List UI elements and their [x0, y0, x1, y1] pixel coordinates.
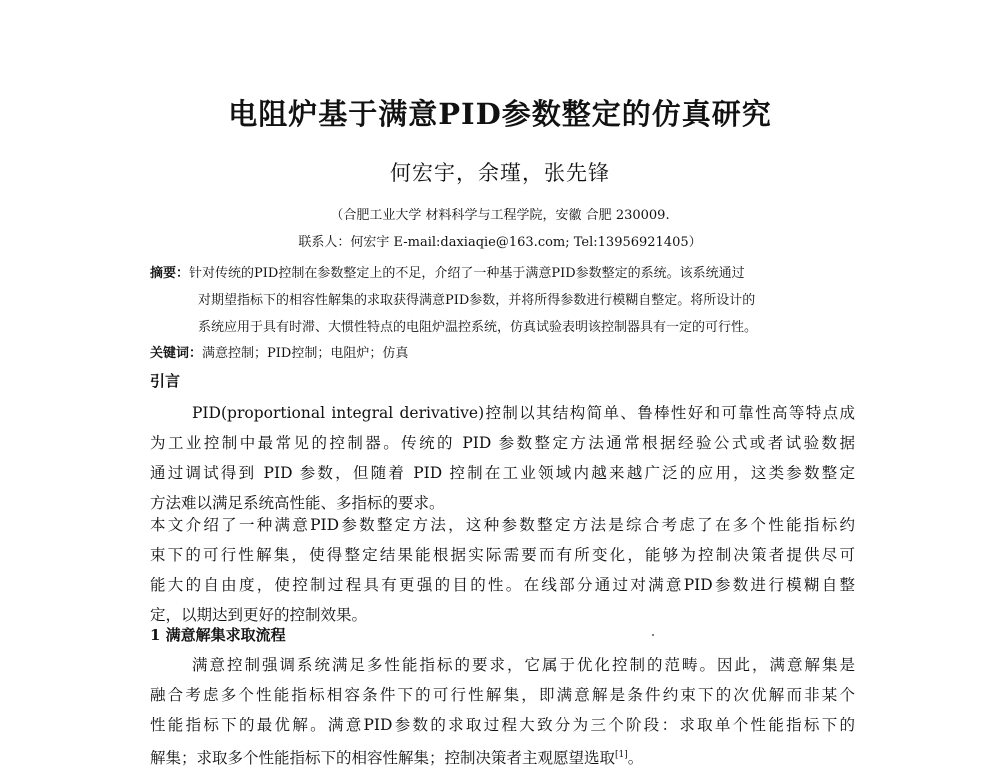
- abstract-line-1: [150, 260, 850, 287]
- intro-p2-line-3: 能大的自由度，使控制过程具有更强的目的性。在线部分通过对满意PID参数进行模糊自整: [150, 576, 855, 594]
- intro-p1-line-2: 为工业控制中最常见的控制器。传统的 PID 参数整定方法通常根据经验公式或者试验数据: [150, 434, 855, 452]
- citation-ref[interactable]: [1]: [615, 750, 628, 760]
- section1-line-4-text: 解集；求取多个性能指标下的相容性解集；控制决策者主观愿望选取: [150, 749, 616, 768]
- section1-line-4: [150, 740, 855, 773]
- section1-line-1: 满意控制强调系统满足多性能指标的要求，它属于优化控制的范畴。因此，满意解集是: [192, 656, 855, 674]
- scan-speck: [652, 634, 654, 636]
- keywords: [150, 342, 408, 361]
- abstract-line-2: 对期望指标下的相容性解集的求取获得满意PID参数，并将所得参数进行模糊自整定。将所设计的: [198, 293, 756, 308]
- intro-heading: 引言: [150, 372, 181, 390]
- intro-p1-line-4: 方法难以满足系统高性能、多指标的要求。: [150, 494, 445, 512]
- intro-p1-line-1: PID(proportional integral derivative)控制以其结构简单、鲁棒性好和可靠性高等特点成: [192, 404, 855, 422]
- paper-authors: 何宏宇，余瑾，张先锋: [390, 161, 610, 185]
- section1-line-3: 性能指标下的最优解。满意PID参数的求取过程大致分为三个阶段：求取单个性能指标下的: [150, 716, 855, 734]
- abstract-line-3: 系统应用于具有时滞、大惯性特点的电阻炉温控系统，仿真试验表明该控制器具有一定的可行性。: [198, 320, 758, 335]
- section-1-heading: 1 满意解集求取流程: [150, 626, 286, 644]
- abstract: [150, 260, 850, 341]
- keywords-label: 关键词：: [150, 346, 203, 361]
- abstract-label: 摘要：: [150, 266, 190, 281]
- intro-p2-line-4: 定，以期达到更好的控制效果。: [150, 606, 368, 624]
- section-1-paragraph: [150, 650, 855, 773]
- intro-paragraph-2: [150, 510, 855, 630]
- paper-title: 电阻炉基于满意PID参数整定的仿真研究: [228, 97, 772, 131]
- intro-p2-line-2: 束下的可行性解集，使得整定结果能根据实际需要而有所变化，能够为控制决策者提供尽可: [150, 546, 855, 564]
- contact-info: 联系人：何宏宇 E-mail:daxiaqie@163.com; Tel:13956921405）: [298, 235, 702, 250]
- intro-p2-line-1: 本文介绍了一种满意PID参数整定方法，这种参数整定方法是综合考虑了在多个性能指标约: [150, 516, 855, 534]
- keywords-text: 满意控制；PID控制；电阻炉；仿真: [202, 346, 409, 361]
- intro-p1-line-3: 通过调试得到 PID 参数，但随着 PID 控制在工业领域内越来越广泛的应用，这类参数整定: [150, 464, 855, 482]
- intro-paragraph-1: [150, 398, 855, 518]
- section1-line-4-end: 。: [627, 749, 644, 768]
- section1-line-2: 融合考虑多个性能指标相容条件下的可行性解集，即满意解是条件约束下的次优解而非某个: [150, 686, 855, 704]
- affiliation: （合肥工业大学 材料科学与工程学院，安徽 合肥 230009.: [330, 208, 670, 223]
- abstract-text-1: 针对传统的PID控制在参数整定上的不足，介绍了一种基于满意PID参数整定的系统。该系统通过: [189, 266, 745, 281]
